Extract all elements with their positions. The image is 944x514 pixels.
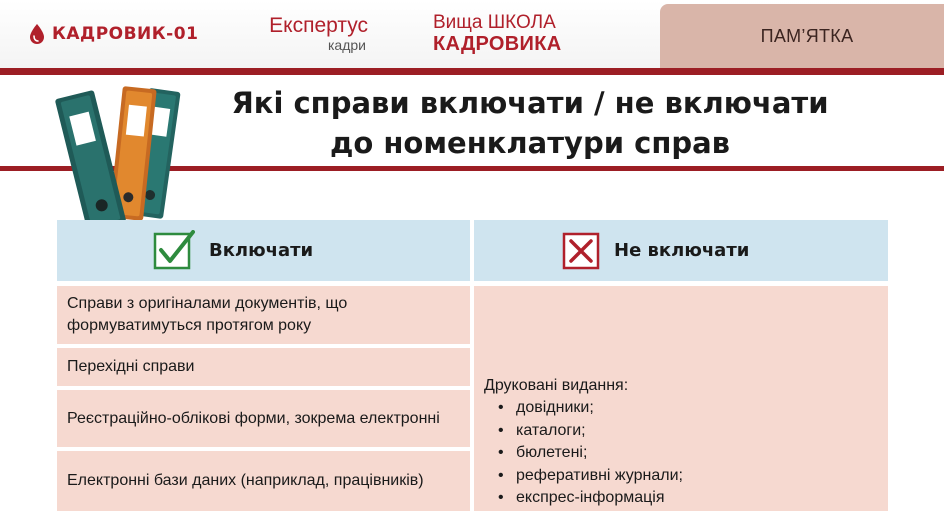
header-bar	[0, 0, 944, 68]
exclude-item	[474, 286, 888, 511]
exclude-list-item: • каталоги;	[498, 420, 878, 443]
cross-icon	[560, 230, 602, 272]
kadrovik-logo-text: КАДРОВИК-01	[52, 24, 199, 44]
memo-tab-label: ПАМ’ЯТКА	[760, 25, 854, 46]
page-title-line2: до номенклатури справ	[329, 126, 731, 160]
include-item	[57, 390, 470, 447]
include-item-text: Справи з оригіналами документів, що формуватимуться протягом року	[67, 295, 348, 334]
school-logo-bottom: КАДРОВИКА	[433, 33, 562, 55]
memo-tab[interactable]	[660, 4, 944, 68]
exclude-list-item: • експрес-інформація	[498, 487, 878, 510]
kadrovik-logo[interactable]	[28, 0, 198, 68]
exclude-heading: Не включати	[614, 240, 750, 261]
expertus-logo[interactable]	[262, 0, 368, 68]
checkmark-icon	[153, 230, 195, 272]
expertus-logo-sub: кадри	[328, 37, 366, 53]
include-item-text: Реєстраційно-облікові форми, зокрема електронні	[67, 409, 440, 427]
exclude-intro: Друковані видання:	[484, 377, 629, 394]
exclude-list-item: • довідники;	[498, 397, 878, 420]
include-item	[57, 286, 470, 344]
exclude-list	[498, 397, 878, 510]
blood-drop-icon	[28, 23, 46, 45]
page-title	[200, 83, 860, 163]
include-column-header	[57, 220, 470, 281]
exclude-list-item: • реферативні журнали;	[498, 465, 878, 488]
include-item	[57, 451, 470, 511]
header-divider	[0, 68, 944, 75]
school-logo-top: Вища ШКОЛА	[433, 12, 556, 33]
school-logo[interactable]	[433, 0, 561, 68]
binders-illustration	[48, 78, 198, 228]
include-heading: Включати	[209, 240, 314, 261]
include-item	[57, 348, 470, 386]
include-item-text: Перехідні справи	[67, 358, 195, 375]
exclude-list-item: • бюлетені;	[498, 442, 878, 465]
include-item-text: Електронні бази даних (наприклад, працівників)	[67, 472, 424, 489]
exclude-column-header	[474, 220, 888, 281]
expertus-logo-name: Експертус	[269, 14, 368, 37]
page-title-line1: Які справи включати / не включати	[231, 86, 829, 120]
